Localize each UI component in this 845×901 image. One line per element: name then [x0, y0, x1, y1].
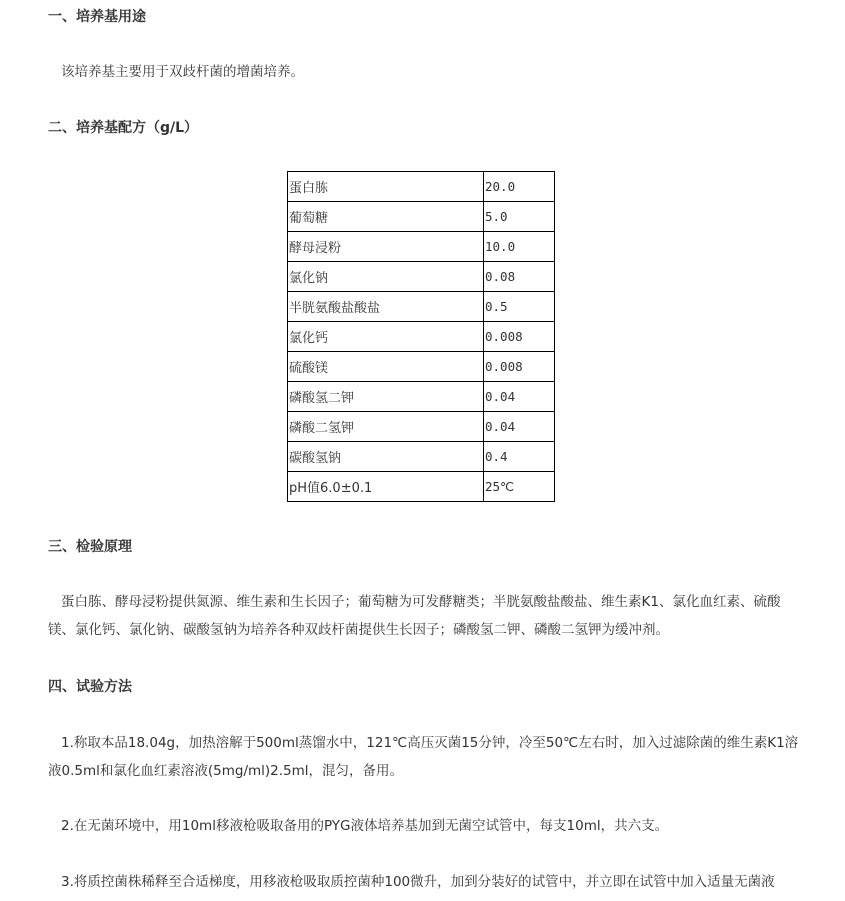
section-2-heading: 二、培养基配方（g/L）	[48, 120, 199, 136]
table-row	[288, 322, 555, 352]
ingredient-amount: 5.0	[484, 202, 555, 232]
ingredient-amount: 25℃	[484, 472, 555, 502]
section-3-heading: 三、检验原理	[48, 539, 132, 555]
table-row	[288, 382, 555, 412]
ingredient-name: pH值6.0±0.1	[288, 472, 484, 502]
table-row	[288, 352, 555, 382]
ingredient-amount: 10.0	[484, 232, 555, 262]
table-row	[288, 172, 555, 202]
table-row	[288, 232, 555, 262]
ingredient-name: 半胱氨酸盐酸盐	[288, 292, 484, 322]
ingredient-amount: 20.0	[484, 172, 555, 202]
step-1: 1.称取本品18.04g，加热溶解于500ml蒸馏水中，121℃高压灭菌15分钟，冷至50℃左右时，加入过滤除菌的维生素K1溶液0.5ml和氯化血红素溶液(5mg/ml)2.5ml，混匀，备用。	[48, 735, 799, 779]
ingredient-name: 酵母浸粉	[288, 232, 484, 262]
section-4-heading: 四、试验方法	[48, 679, 132, 695]
step-2: 2.在无菌环境中，用10ml移液枪吸取备用的PYG液体培养基加到无菌空试管中，每支10ml，共六支。	[61, 818, 669, 834]
section-1-body: 该培养基主要用于双歧杆菌的增菌培养。	[61, 64, 304, 80]
ingredient-name: 碳酸氢钠	[288, 442, 484, 472]
table-row	[288, 202, 555, 232]
table-row	[288, 412, 555, 442]
ingredient-amount: 0.08	[484, 262, 555, 292]
step-3: 3.将质控菌株稀释至合适梯度，用移液枪吸取质控菌种100微升，加到分装好的试管中，并立即在试管中加入适量无菌液	[61, 874, 775, 890]
table-row	[288, 442, 555, 472]
ingredient-amount: 0.008	[484, 322, 555, 352]
ingredient-name: 葡萄糖	[288, 202, 484, 232]
ingredient-name: 磷酸二氢钾	[288, 412, 484, 442]
section-1-heading: 一、培养基用途	[48, 9, 146, 25]
ingredient-name: 氯化钙	[288, 322, 484, 352]
section-3-body: 蛋白胨、酵母浸粉提供氮源、维生素和生长因子；葡萄糖为可发酵糖类；半胱氨酸盐酸盐、维生素K1、氯化血红素、硫酸镁、氯化钙、氯化钠、碳酸氢钠为培养各种双歧杆菌提供生长因子；磷酸氢二钾、磷酸二氢钾为缓冲剂。	[48, 594, 781, 638]
ingredient-amount: 0.4	[484, 442, 555, 472]
ingredient-amount: 0.04	[484, 412, 555, 442]
ingredient-name: 磷酸氢二钾	[288, 382, 484, 412]
ingredient-name: 氯化钠	[288, 262, 484, 292]
ingredient-amount: 0.04	[484, 382, 555, 412]
recipe-table	[287, 171, 555, 502]
ingredient-amount: 0.5	[484, 292, 555, 322]
ingredient-amount: 0.008	[484, 352, 555, 382]
ingredient-name: 硫酸镁	[288, 352, 484, 382]
ingredient-name: 蛋白胨	[288, 172, 484, 202]
table-row	[288, 262, 555, 292]
table-row	[288, 292, 555, 322]
table-row	[288, 472, 555, 502]
